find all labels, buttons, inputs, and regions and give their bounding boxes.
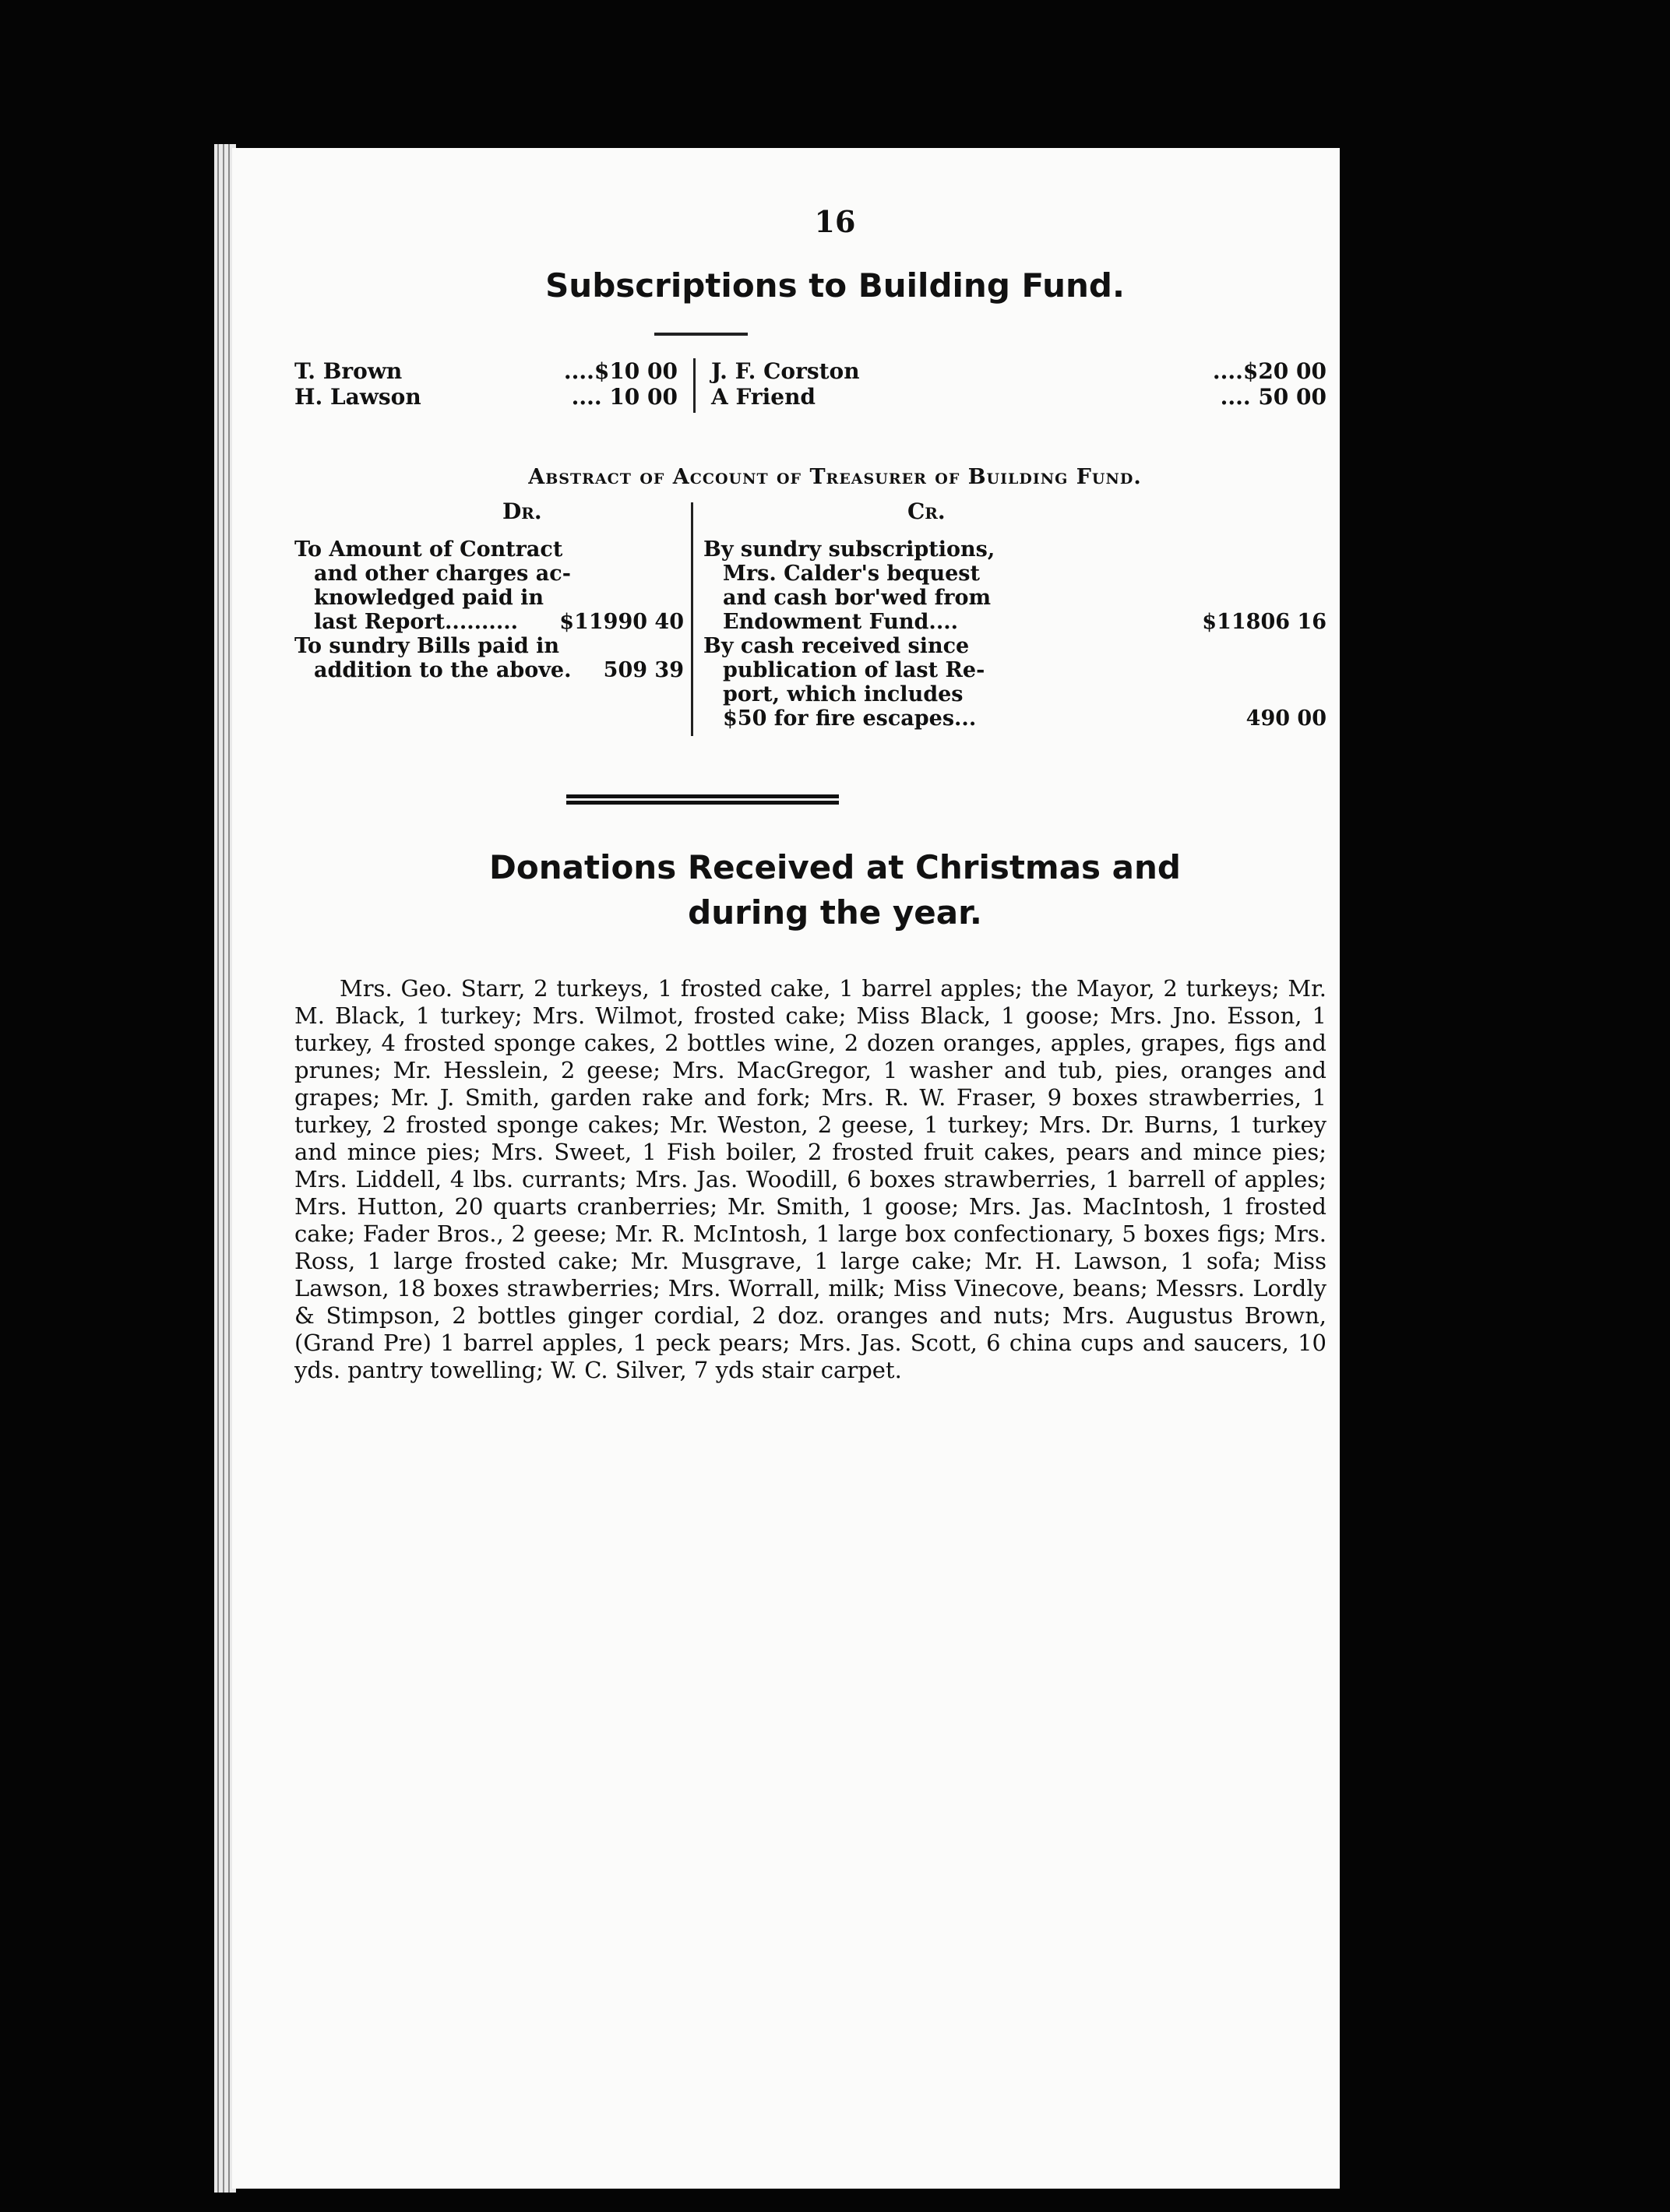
entry-line: last Report.......... (314, 610, 519, 634)
entry-line: knowledged paid in (314, 586, 544, 610)
entry-line: Mrs. Calder's bequest (723, 562, 980, 586)
subscription-row (294, 384, 678, 410)
building-fund-title: Subscriptions to Building Fund. (545, 266, 1125, 305)
entry-line: publication of last Re- (723, 658, 985, 682)
account-divider (691, 502, 693, 736)
entry-amount: $11806 16 (1202, 610, 1326, 634)
subscription-amount: ....$20 00 (1212, 358, 1326, 384)
debit-column (294, 537, 684, 682)
entry-line: addition to the above. (314, 658, 572, 682)
subscriptions-divider (693, 358, 696, 413)
title-rule (654, 333, 748, 336)
subscription-amount: .... 10 00 (571, 384, 678, 410)
subscriber-name: J. F. Corston (711, 358, 860, 384)
entry-line: $50 for fire escapes... (723, 706, 977, 731)
credit-column (703, 537, 1326, 731)
credit-heading: Cr. (907, 498, 946, 524)
subscriber-name: H. Lawson (294, 384, 421, 410)
entry-line: port, which includes (723, 682, 964, 706)
entry-amount: $11990 40 (559, 610, 684, 634)
donations-title (0, 845, 1670, 935)
entry-line: To Amount of Contract (294, 537, 563, 562)
page-number: 16 (814, 204, 856, 239)
entry-line: By cash received since (703, 634, 970, 658)
donations-title-line: during the year. (688, 893, 982, 932)
entry-line: To sundry Bills paid in (294, 634, 560, 658)
subscription-row (294, 358, 678, 384)
debit-entry (294, 634, 684, 682)
donations-title-line: Donations Received at Christmas and (489, 848, 1181, 886)
section-double-rule (566, 794, 839, 805)
entry-line: and other charges ac- (314, 562, 571, 586)
debit-heading: Dr. (502, 498, 542, 524)
subscriber-name: T. Brown (294, 358, 403, 384)
subscriptions-right-column (711, 358, 1326, 410)
subscription-amount: .... 50 00 (1220, 384, 1326, 410)
subscription-row (711, 358, 1326, 384)
subscriber-name: A Friend (711, 384, 816, 410)
subscription-row (711, 384, 1326, 410)
subscription-amount: ....$10 00 (563, 358, 678, 384)
donations-paragraph: Mrs. Geo. Starr, 2 turkeys, 1 frosted cake, 1 barrel apples; the Mayor, 2 turkeys; Mr. M. Black, 1 turkey; Mrs. Wilmot, frosted cake; Miss Black, 1 goose; Mrs. Jno. Esson, 1 turkey, 4 frosted sponge cakes, 2 bottles wine, 2 dozen oranges, apples, grapes, figs and prunes; Mr. Hesslein, 2 geese; Mrs. MacGregor, 1 washer and tub, pies, oranges and grapes; Mr. J. Smith, garden rake and fork; Mrs. R. W. Fraser, 9 boxes strawberries, 1 turkey, 2 frosted sponge cakes; Mr. Weston, 2 geese, 1 turkey; Mrs. Dr. Burns, 1 turkey and mince pies; Mrs. Sweet, 1 Fish boiler, 2 frosted fruit cakes, pears and mince pies; Mrs. Liddell, 4 lbs. currants; Mrs. Jas. Woodill, 6 boxes strawberries, 1 barrell of apples; Mrs. Hutton, 20 quarts cranberries; Mr. Smith, 1 goose; Mrs. Jas. MacIntosh, 1 frosted cake; Fader Bros., 2 geese; Mr. R. McIntosh, 1 large box confectionary, 5 boxes figs; Mrs. Ross, 1 large frosted cake; Mr. Musgrave, 1 large cake; Mr. H. Lawson, 1 sofa; Miss Lawson, 18 boxes strawberries; Mrs. Worrall, milk; Miss Vinecove, beans; Messrs. Lordly & Stimpson, 2 bottles ginger cordial, 2 doz. oranges and nuts; Mrs. Augustus Brown, (Grand Pre) 1 barrel apples, 1 peck pears; Mrs. Jas. Scott, 6 china cups and saucers, 10 yds. pantry towelling; W. C. Silver, 7 yds stair carpet. (294, 975, 1326, 1383)
credit-entry (703, 634, 1326, 731)
entry-line: Endowment Fund.... (723, 610, 959, 634)
entry-amount: 509 39 (603, 658, 684, 682)
entry-line: and cash bor'wed from (723, 586, 992, 610)
credit-entry (703, 537, 1326, 634)
debit-entry (294, 537, 684, 634)
abstract-title: Abstract of Account of Treasurer of Building Fund. (528, 465, 1142, 489)
entry-amount: 490 00 (1245, 706, 1326, 731)
subscriptions-left-column (294, 358, 678, 410)
entry-line: By sundry subscriptions, (703, 537, 995, 562)
